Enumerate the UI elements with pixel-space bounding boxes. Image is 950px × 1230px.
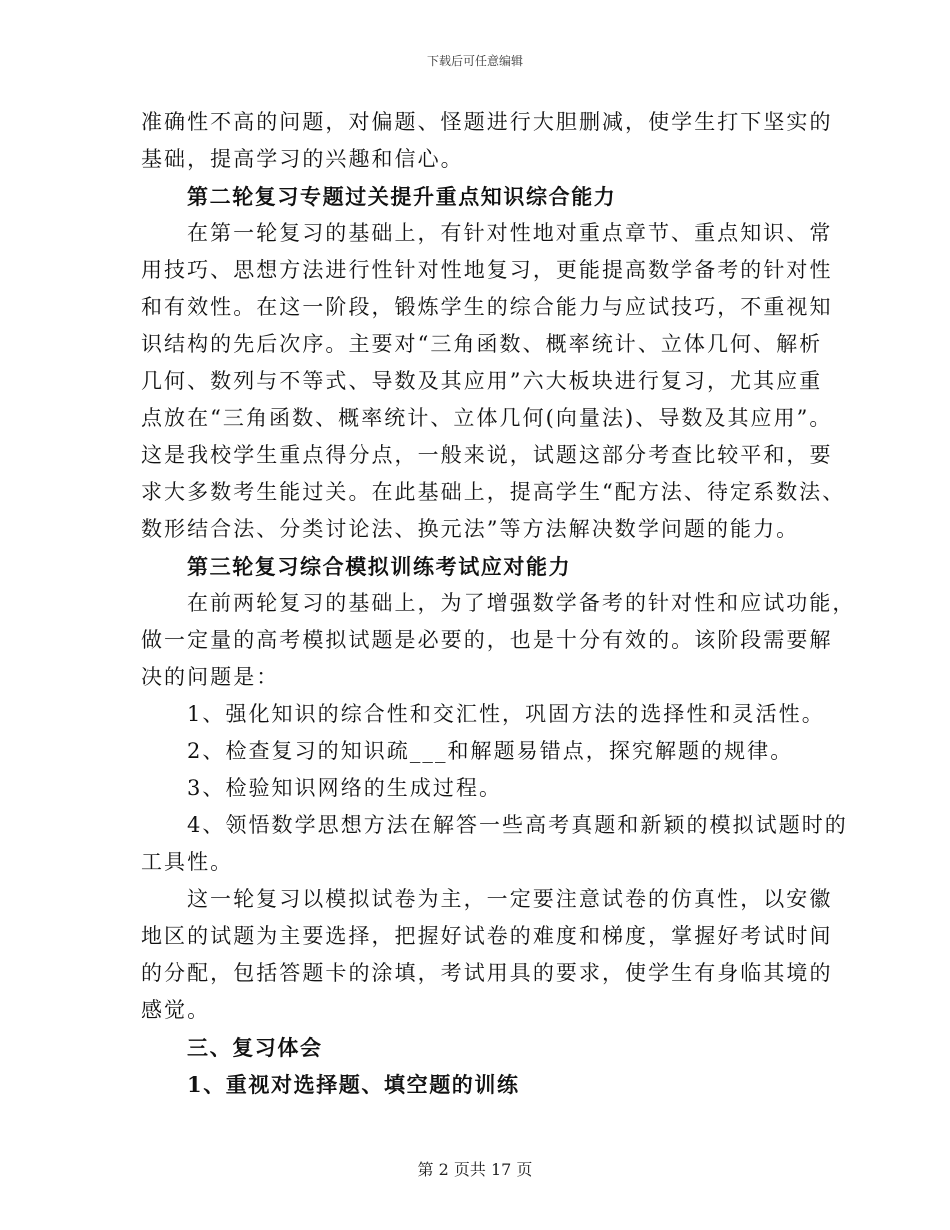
text-line: 工具性。 xyxy=(141,850,234,874)
text-line: 识结构的先后次序。主要对“三角函数、概率统计、立体几何、解析 xyxy=(141,332,823,356)
page-footer: 第 2 页共 17 页 xyxy=(417,1160,533,1179)
section-heading: 第二轮复习专题过关提升重点知识综合能力 xyxy=(187,184,617,209)
list-item: 4、领悟数学思想方法在解答一些高考真题和新颖的模拟试题时的 xyxy=(187,813,848,837)
section-heading: 第三轮复习综合模拟训练考试应对能力 xyxy=(187,554,572,579)
text-line: 在第一轮复习的基础上，有针对性地对重点章节、重点知识、常 xyxy=(187,221,833,245)
list-item: 2、检查复习的知识疏___和解题易错点，探究解题的规律。 xyxy=(187,739,794,763)
text-line: 决的问题是： xyxy=(141,665,280,689)
list-item: 3、检验知识网络的生成过程。 xyxy=(187,776,503,800)
document-body xyxy=(141,104,856,1103)
section-heading: 三、复习体会 xyxy=(187,1035,323,1060)
text-line: 这是我校学生重点得分点，一般来说，试题这部分考查比较平和，要 xyxy=(141,443,833,467)
text-line: 和有效性。在这一阶段，锻炼学生的综合能力与应试技巧，不重视知 xyxy=(141,295,833,319)
text-line: 几何、数列与不等式、导数及其应用”六大板块进行复习，尤其应重 xyxy=(141,369,823,393)
text-line: 的分配，包括答题卡的涂填，考试用具的要求，使学生有身临其境的 xyxy=(141,961,833,985)
text-line: 点放在“三角函数、概率统计、立体几何(向量法)、导数及其应用”。 xyxy=(141,406,833,430)
text-line: 感觉。 xyxy=(141,998,211,1022)
text-line: 地区的试题为主要选择，把握好试卷的难度和梯度，掌握好考试时间 xyxy=(141,924,833,948)
text-line: 在前两轮复习的基础上，为了增强数学备考的针对性和应试功能， xyxy=(187,591,856,615)
text-line: 用技巧、思想方法进行性针对性地复习，更能提高数学备考的针对性 xyxy=(141,258,833,282)
text-line: 做一定量的高考模拟试题是必要的，也是十分有效的。该阶段需要解 xyxy=(141,628,833,652)
text-line: 准确性不高的问题，对偏题、怪题进行大胆删减，使学生打下坚实的 xyxy=(141,110,833,134)
subsection-heading: 1、重视对选择题、填空题的训练 xyxy=(187,1072,520,1097)
text-line: 基础，提高学习的兴趣和信心。 xyxy=(141,147,464,171)
list-item: 1、强化知识的综合性和交汇性，巩固方法的选择性和灵活性。 xyxy=(187,702,825,726)
text-line: 数形结合法、分类讨论法、换元法”等方法解决数学问题的能力。 xyxy=(141,517,800,541)
text-line: 这一轮复习以模拟试卷为主，一定要注意试卷的仿真性，以安徽 xyxy=(187,887,833,911)
page-header: 下载后可任意编辑 xyxy=(426,54,523,68)
text-line: 求大多数考生能过关。在此基础上，提高学生“配方法、待定系数法、 xyxy=(141,480,846,504)
